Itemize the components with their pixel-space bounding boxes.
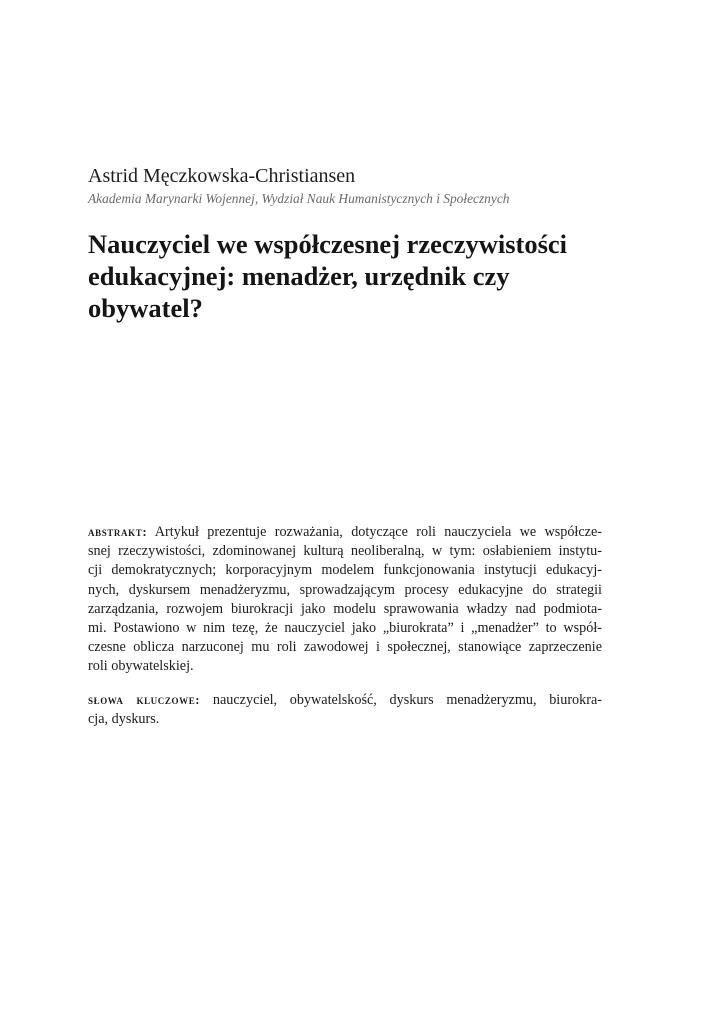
abstract-line xyxy=(88,522,602,542)
abstract-line: zarządzania, rozwojem biurokracji jako modelu sprawowania władzy nad podmiota- xyxy=(88,600,602,617)
abstract-line: czesne oblicza narzuconej mu roli zawodowej i społecznej, stanowiące zaprzeczenie xyxy=(88,639,602,656)
keywords-line xyxy=(88,690,602,710)
abstract-line: cji demokratycznych; korporacyjnym modelem funkcjonowania instytucji edukacyj- xyxy=(88,562,602,579)
title-line: Nauczyciel we współczesnej rzeczywistości xyxy=(88,229,568,259)
abstract-line: nych, dyskursem menadżeryzmu, sprowadzającym procesy edukacyjne do strategii xyxy=(88,581,602,598)
keywords-label: słowa kluczowe: xyxy=(88,692,201,707)
abstract-label: abstrakt: xyxy=(88,524,148,539)
paper-title xyxy=(88,228,608,324)
keywords-section xyxy=(88,690,602,729)
title-line: obywatel? xyxy=(88,293,203,323)
abstract-section xyxy=(88,522,602,677)
author-name: Astrid Męczkowska-Christiansen xyxy=(88,165,356,187)
keywords-text: nauczyciel, obywatelskość, dyskurs menadżeryzmu, biurokra- xyxy=(200,692,602,708)
abstract-line: snej rzeczywistości, zdominowanej kulturą neoliberalną, w tym: osłabieniem instytu- xyxy=(88,543,602,560)
abstract-line: mi. Postawiono w nim tezę, że nauczyciel jako „biurokrata” i „menadżer” to współ- xyxy=(88,620,602,637)
abstract-line: roli obywatelskiej. xyxy=(88,658,194,675)
abstract-text: Artykuł prezentuje rozważania, dotyczące roli nauczyciela we współcze- xyxy=(147,524,602,540)
title-line: edukacyjnej: menadżer, urzędnik czy xyxy=(88,261,510,291)
author-affiliation: Akademia Marynarki Wojennej, Wydział Nauk Humanistycznych i Społecznych xyxy=(88,191,510,206)
keywords-line: cja, dyskurs. xyxy=(88,711,160,728)
